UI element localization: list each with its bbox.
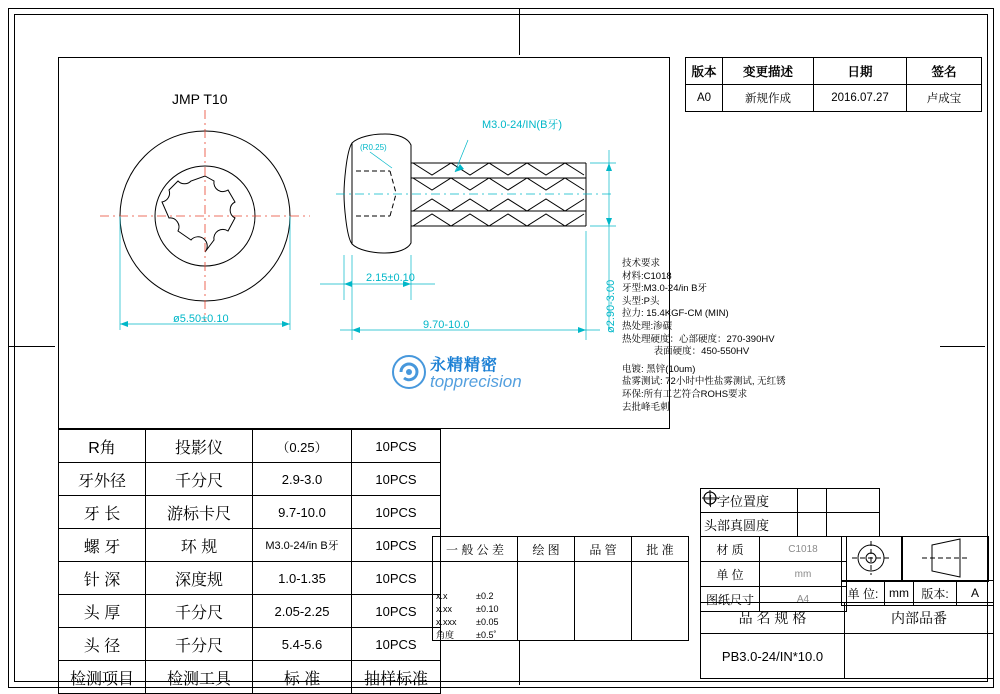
tolerance-approve-cell	[632, 562, 689, 641]
tol-label-0: x.x	[436, 591, 448, 601]
unit2-value: mm	[885, 581, 914, 606]
watermark-company: 永精精密	[430, 357, 499, 374]
tol-value-0: ±0.2	[476, 591, 494, 601]
insp-item-5: 头 厚	[59, 595, 146, 628]
table-row	[701, 634, 994, 679]
material-label: 材 质	[701, 537, 760, 562]
insp-item-1: 牙外径	[59, 463, 146, 496]
table-row	[701, 537, 847, 562]
svg-text:M3.0-24/IN(B牙): M3.0-24/IN(B牙)	[482, 119, 563, 131]
insp-sample-5: 10PCS	[352, 595, 441, 628]
insp-item-0: R角	[59, 430, 146, 463]
tol-label-2: x.xxx	[436, 617, 457, 627]
insp-item-2: 牙 长	[59, 496, 146, 529]
svg-text:ø2.90-3.00: ø2.90-3.00	[605, 279, 617, 333]
tol-value-3: ±0.5˚	[476, 630, 497, 640]
postol-label-roundness: 头部真圆度	[701, 513, 798, 537]
insp-sample-3: 10PCS	[352, 529, 441, 562]
tolerance-header-approve: 批 准	[632, 537, 689, 562]
part-number-value: PB3.0-24/IN*10.0	[701, 634, 845, 679]
insp-header-item: 检测项目	[59, 661, 146, 694]
insp-sample-4: 10PCS	[352, 562, 441, 595]
table-row	[59, 496, 441, 529]
insp-header-tool: 检测工具	[146, 661, 253, 694]
insp-tool-6: 千分尺	[146, 628, 253, 661]
insp-item-4: 针 深	[59, 562, 146, 595]
unit-value: mm	[760, 562, 847, 587]
insp-tool-5: 千分尺	[146, 595, 253, 628]
tol-label-1: x.xx	[436, 604, 453, 614]
tech-line-5: 热处理硬度：心部硬度：270-390HV	[622, 333, 775, 345]
revision-cell-signature: 卢成宝	[907, 85, 982, 112]
table-row	[701, 603, 994, 634]
revision-header-date: 日期	[814, 58, 907, 85]
tech-line-7: 电镀: 黑锌(10um)	[622, 363, 696, 375]
watermark-logo	[393, 356, 425, 388]
tol-label-3: 角度	[436, 630, 455, 640]
insp-std-3: M3.0-24/in B牙	[253, 529, 352, 562]
projection-symbol-cone-box	[901, 536, 989, 582]
table-row	[59, 430, 441, 463]
revision-cell-version: A0	[686, 85, 723, 112]
svg-text:ø5.50±0.10: ø5.50±0.10	[173, 313, 229, 325]
postol-label-cross: 十字位置度	[701, 489, 798, 513]
insp-item-6: 头 径	[59, 628, 146, 661]
unit2-label: 单 位:	[842, 581, 885, 606]
revision-cell-date: 2016.07.27	[814, 85, 907, 112]
tol-value-1: ±0.10	[476, 604, 499, 614]
revision-header-description: 变更描述	[723, 58, 814, 85]
table-row	[59, 661, 441, 694]
watermark-domain: topprecision	[430, 372, 522, 391]
tolerance-drawn-cell	[518, 562, 575, 641]
insp-std-0: （0.25）	[253, 430, 352, 463]
technical-notes	[622, 258, 786, 414]
revision-cell-description: 新规作成	[723, 85, 814, 112]
table-row	[701, 562, 847, 587]
material-block	[700, 536, 847, 612]
insp-sample-6: 10PCS	[352, 628, 441, 661]
table-row	[59, 595, 441, 628]
projection-symbol-circle-box	[841, 536, 903, 582]
postol-value-cross	[827, 489, 880, 513]
svg-text:(R0.25): (R0.25)	[360, 143, 387, 152]
table-row	[59, 562, 441, 595]
paper-size-label: 图纸尺寸	[701, 587, 760, 612]
tech-line-3: 拉力: 15.4KGF-CM (MIN)	[622, 308, 729, 320]
tolerance-values-list	[436, 590, 516, 642]
insp-tool-1: 千分尺	[146, 463, 253, 496]
inspection-table	[58, 429, 441, 694]
revision-header-signature: 签名	[907, 58, 982, 85]
insp-sample-1: 10PCS	[352, 463, 441, 496]
cross-circle-icon	[798, 489, 827, 513]
insp-std-1: 2.9-3.0	[253, 463, 352, 496]
insp-tool-3: 环 规	[146, 529, 253, 562]
tech-line-8: 盐雾测试: 72小时中性盐雾测试, 无红锈	[622, 376, 786, 388]
paper-size-value: A4	[760, 587, 847, 612]
table-row	[686, 85, 982, 112]
tech-line-6: 表面硬度：450-550HV	[622, 346, 750, 358]
insp-std-6: 5.4-5.6	[253, 628, 352, 661]
revision-header-version: 版本	[686, 58, 723, 85]
tech-line-9: 环保:所有工艺符合ROHS要求	[622, 388, 748, 400]
tech-line-1: 牙型:M3.0-24/in B牙	[622, 283, 707, 295]
insp-header-sample: 抽样标准	[352, 661, 441, 694]
table-row	[701, 513, 880, 537]
insp-std-5: 2.05-2.25	[253, 595, 352, 628]
insp-sample-2: 10PCS	[352, 496, 441, 529]
version-value: A	[957, 581, 994, 606]
tech-line-2: 头型:P头	[622, 295, 660, 307]
tech-line-4: 热处理:渗碳	[622, 320, 673, 332]
tol-value-2: ±0.05	[476, 617, 499, 627]
circle-icon	[798, 513, 827, 537]
version-label: 版本:	[914, 581, 957, 606]
material-value: C1018	[760, 537, 847, 562]
part-label: JMP T10	[172, 91, 228, 107]
tolerance-header-drawn: 绘 图	[518, 537, 575, 562]
insp-sample-0: 10PCS	[352, 430, 441, 463]
insp-header-std: 标 准	[253, 661, 352, 694]
postol-value-roundness	[827, 513, 880, 537]
svg-text:9.70-10.0: 9.70-10.0	[423, 319, 470, 331]
insp-tool-4: 深度规	[146, 562, 253, 595]
insp-tool-0: 投影仪	[146, 430, 253, 463]
insp-item-3: 螺 牙	[59, 529, 146, 562]
insp-std-2: 9.7-10.0	[253, 496, 352, 529]
svg-text:2.15±0.10: 2.15±0.10	[366, 272, 415, 284]
tolerance-header-general: 一 般 公 差	[433, 537, 518, 562]
revision-table	[685, 57, 982, 112]
revision-header-row	[686, 58, 982, 85]
internal-code-value	[845, 634, 994, 679]
unit-label: 单 位	[701, 562, 760, 587]
position-tolerance-table	[700, 488, 880, 537]
table-row	[59, 628, 441, 661]
table-row	[59, 529, 441, 562]
name-spec-label: 品 名 规 格	[701, 603, 845, 634]
name-spec-block	[700, 602, 994, 679]
technical-notes-title: 技术要求	[622, 258, 661, 269]
table-row	[701, 489, 880, 513]
insp-std-4: 1.0-1.35	[253, 562, 352, 595]
tech-line-0: 材料:C1018	[622, 270, 672, 282]
tolerance-qc-cell	[575, 562, 632, 641]
internal-code-label: 内部品番	[845, 603, 994, 634]
table-row	[59, 463, 441, 496]
insp-tool-2: 游标卡尺	[146, 496, 253, 529]
tolerance-header-qc: 品 管	[575, 537, 632, 562]
tech-line-10: 去批峰毛刺	[622, 401, 670, 413]
